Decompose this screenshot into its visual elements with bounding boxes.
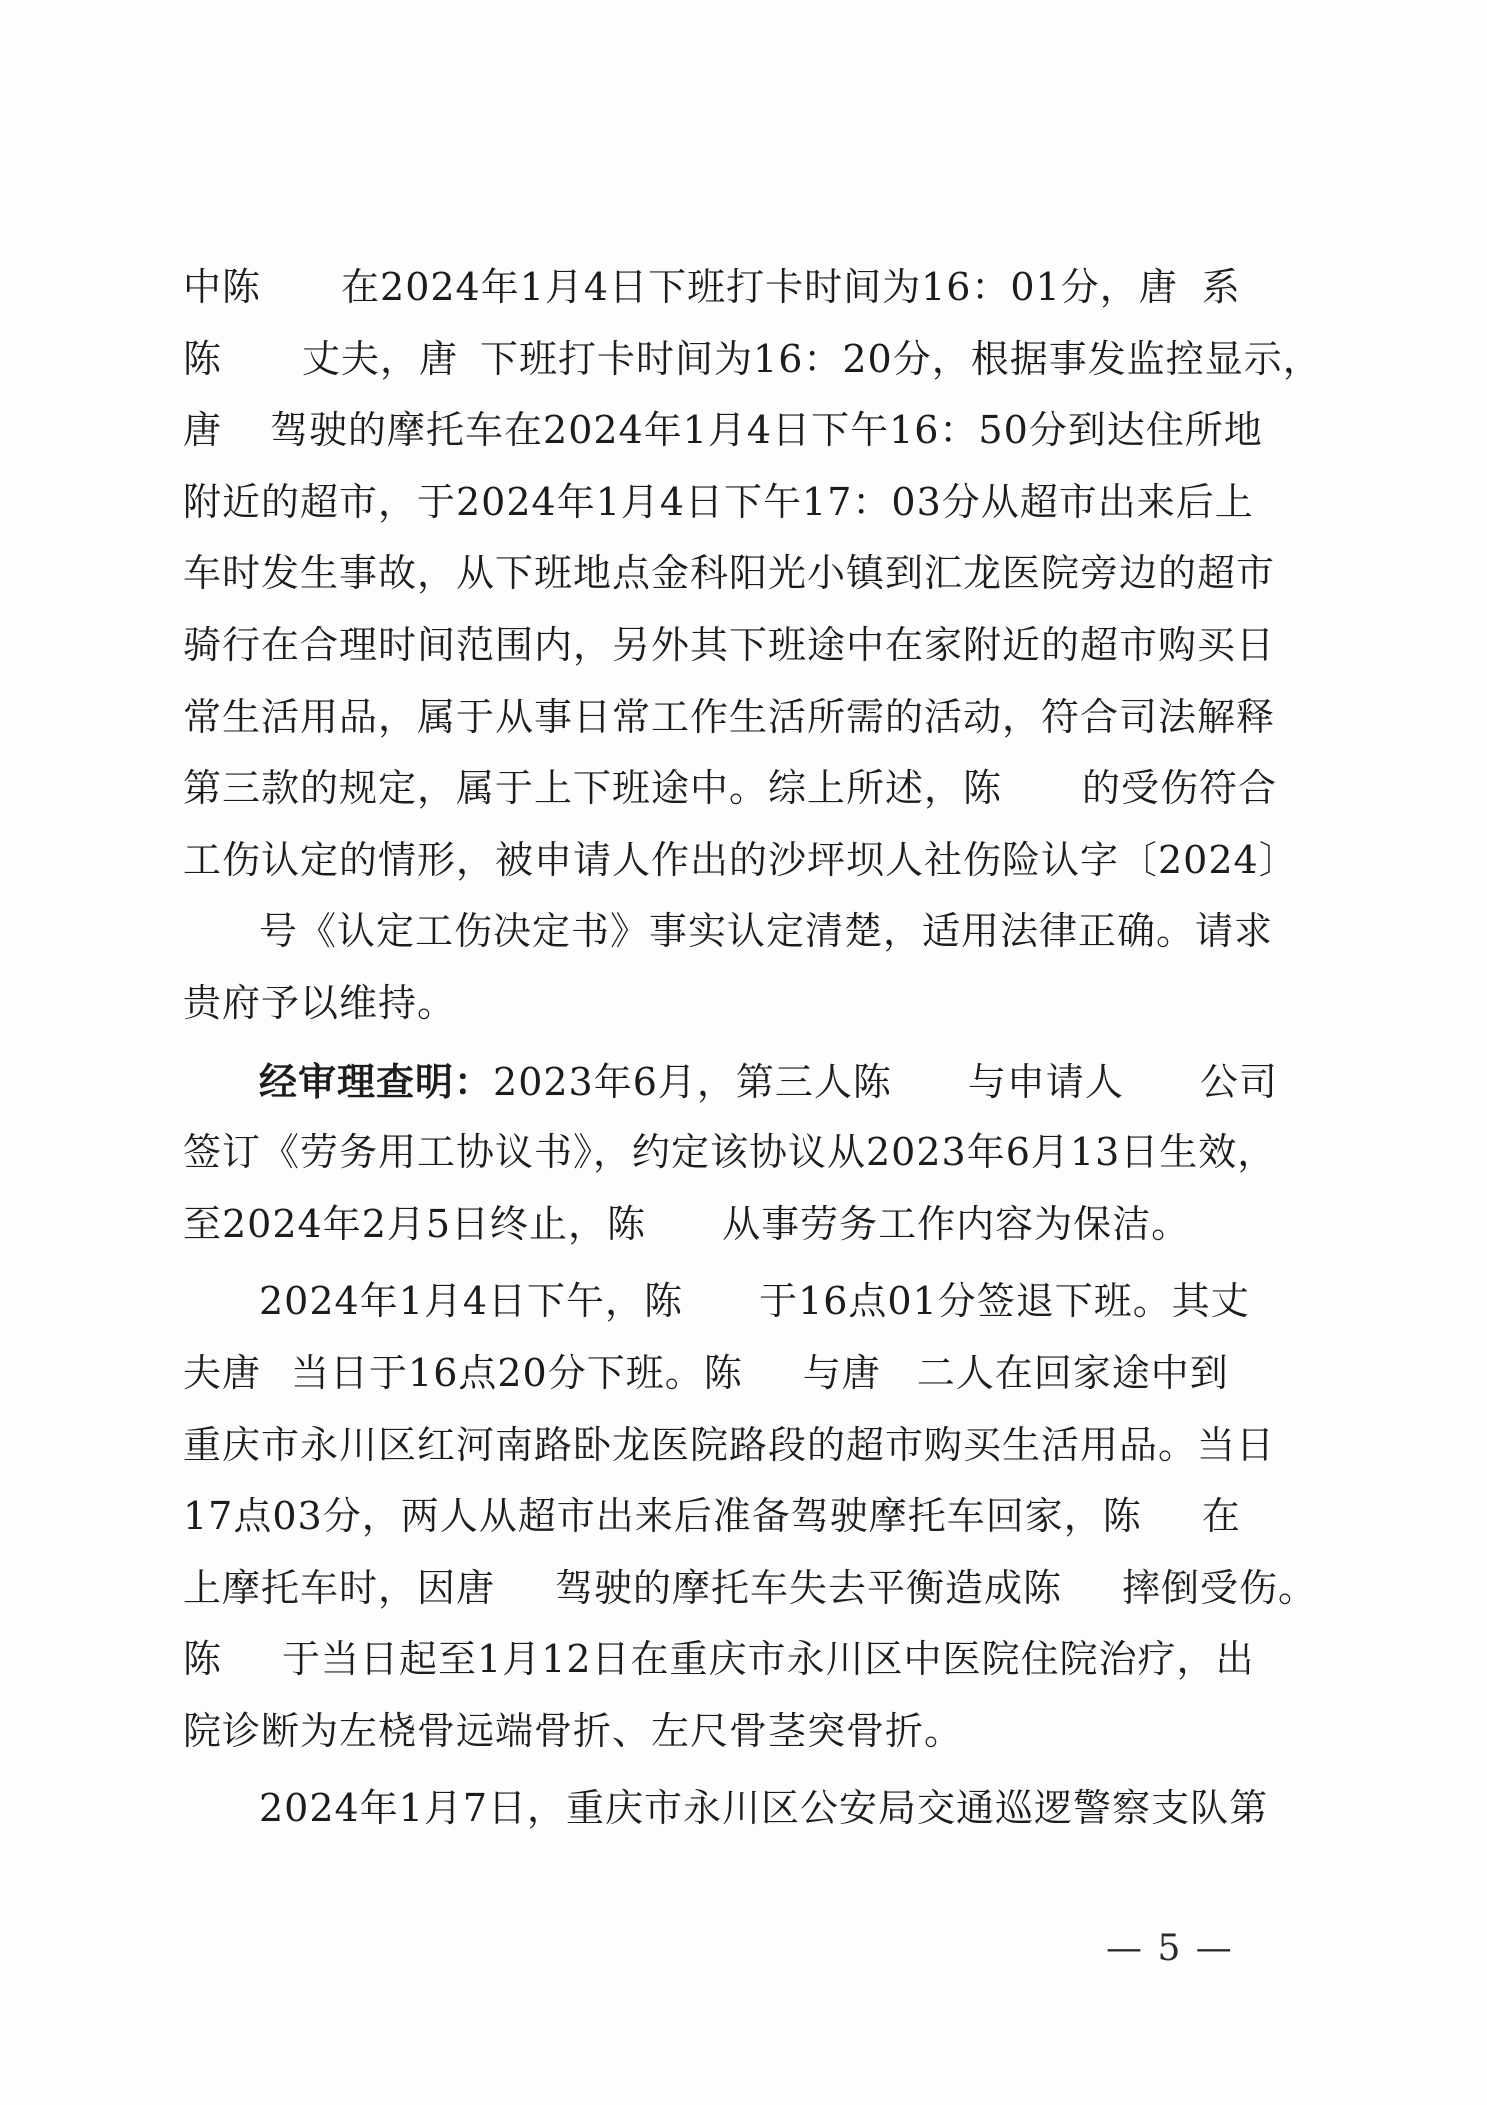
paragraph-3 [183, 1266, 1318, 1767]
text-line: 车时发生事故，从下班地点金科阳光小镇到汇龙医院旁边的超市 [183, 551, 1276, 596]
text-line: 第三款的规定，属于上下班途中。综上所述，陈 的受伤符合 [183, 766, 1278, 811]
document-body [183, 252, 1322, 1845]
paragraph-1 [183, 252, 1322, 1040]
text-line: 上摩托车时，因唐 驾驶的摩托车失去平衡造成陈 摔倒受伤。 [183, 1565, 1318, 1610]
text-line: 陈 丈夫，唐 下班打卡时间为16：20分，根据事发监控显示， [183, 336, 1322, 381]
paragraph-4 [183, 1773, 1288, 1845]
text-line: 2024年1月7日，重庆市永川区公安局交通巡逻警察支队第 [259, 1786, 1269, 1831]
text-line: 骑行在合理时间范围内，另外其下班途中在家附近的超市购买日 [183, 622, 1276, 667]
section-lead: 经审理查明： [259, 1058, 494, 1104]
text-line: 重庆市永川区红河南路卧龙医院路段的超市购买生活用品。当日 [183, 1422, 1276, 1467]
text-line: 号《认定工伤决定书》事实认定清楚，适用法律正确。请求 [259, 909, 1274, 954]
text-line: 至2024年2月5日终止，陈 从事劳务工作内容为保洁。 [183, 1201, 1191, 1246]
text-line: 2024年1月4日下午，陈 于16点01分签退下班。其丈 [259, 1279, 1250, 1324]
text-line: 贵府予以维持。 [183, 980, 457, 1025]
text-line: 中陈 在2024年1月4日下班打卡时间为16：01分，唐 系 [183, 265, 1241, 309]
text-line: 夫唐 当日于16点20分下班。陈 与唐 二人在回家途中到 [183, 1350, 1229, 1395]
page-number: — 5 — [1106, 1928, 1234, 1969]
text-line: 附近的超市，于2024年1月4日下午17：03分从超市出来后上 [183, 479, 1254, 524]
text-line: 陈 于当日起至1月12日在重庆市永川区中医院住院治疗，出 [183, 1637, 1255, 1682]
text-line: 院诊断为左桡骨远端骨折、左尺骨茎突骨折。 [183, 1708, 964, 1753]
text-line: 工伤认定的情形，被申请人作出的沙坪坝人社伤险认字〔2024〕 [183, 837, 1298, 882]
paragraph-2 [183, 1046, 1288, 1261]
text-line: 签订《劳务用工协议书》，约定该协议从2023年6月13日生效， [183, 1130, 1277, 1175]
text-line: 常生活用品，属于从事日常工作生活所需的活动，符合司法解释 [183, 694, 1276, 739]
text-line: 经审理查明：2023年6月，第三人陈 与申请人 公司 [259, 1058, 1278, 1104]
text-line: 17点03分，两人从超市出来后准备驾驶摩托车回家，陈 在 [183, 1494, 1241, 1539]
text-line: 唐 驾驶的摩托车在2024年1月4日下午16：50分到达住所地 [183, 408, 1263, 453]
